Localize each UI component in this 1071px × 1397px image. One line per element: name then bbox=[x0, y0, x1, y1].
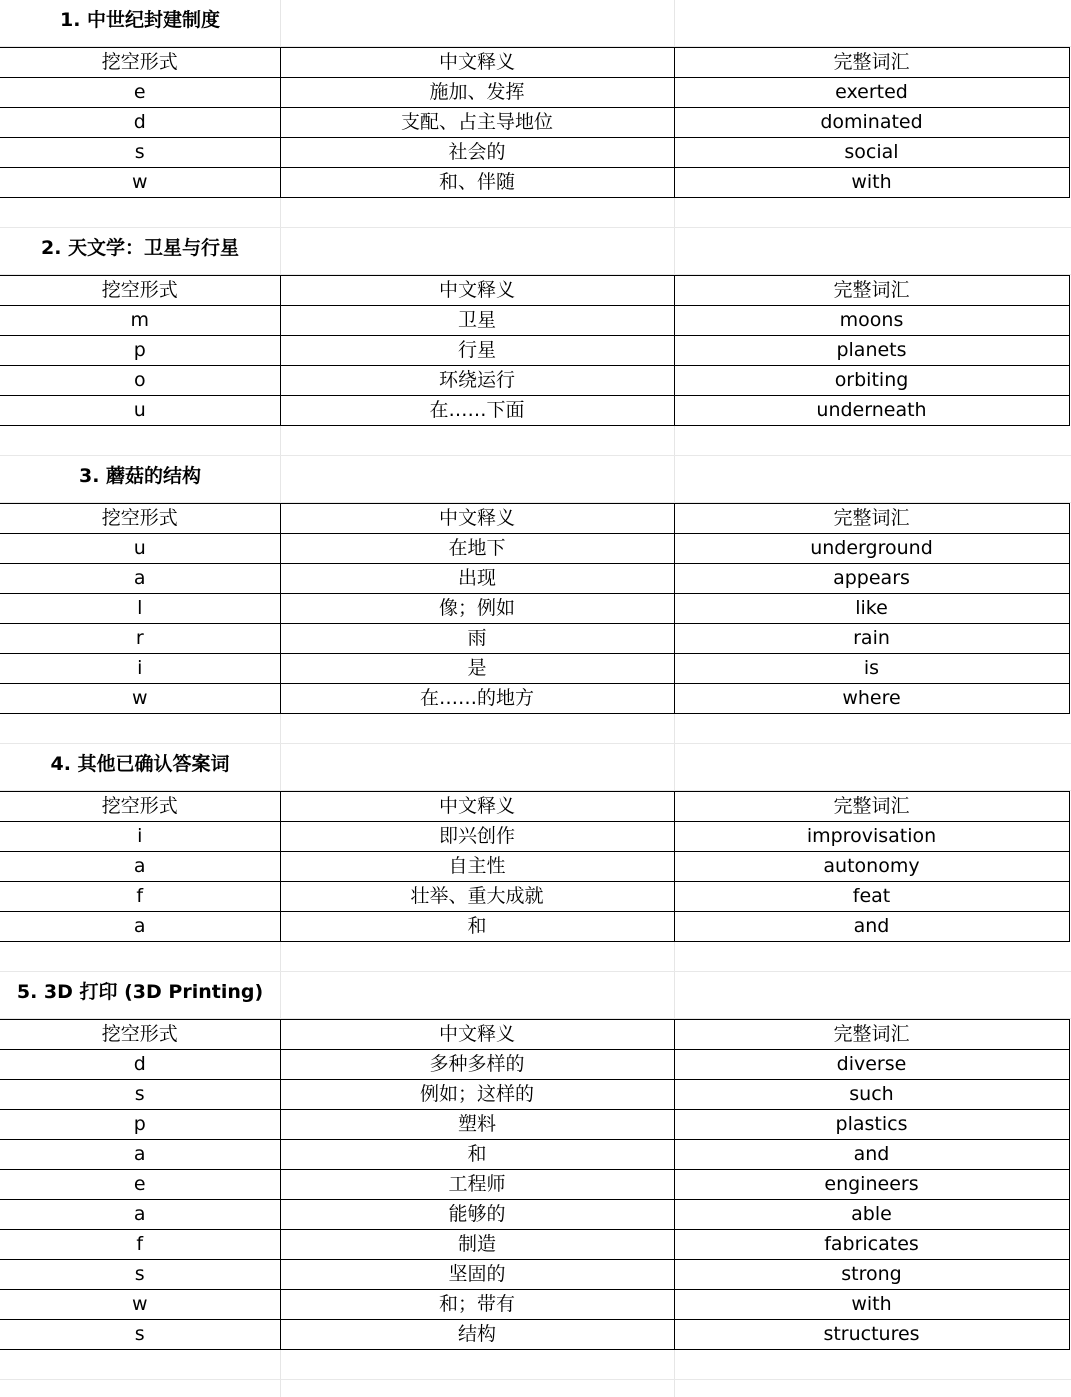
header-chinese-meaning[interactable]: 中文释义 bbox=[280, 792, 674, 822]
cell-chinese-meaning[interactable]: 和 bbox=[280, 912, 674, 942]
header-row bbox=[0, 792, 1069, 822]
cell-chinese-meaning[interactable]: 雨 bbox=[280, 624, 674, 654]
section-title-row bbox=[0, 228, 1071, 275]
cell-chinese-meaning[interactable]: 在……的地方 bbox=[280, 684, 674, 714]
table-row bbox=[0, 822, 1069, 852]
cell-chinese-meaning[interactable]: 多种多样的 bbox=[280, 1050, 674, 1080]
cell-full-word[interactable]: appears bbox=[674, 564, 1069, 594]
cell-chinese-meaning[interactable]: 在地下 bbox=[280, 534, 674, 564]
section-title-row bbox=[0, 744, 1071, 791]
table-row bbox=[0, 108, 1069, 138]
cell-blank-form[interactable]: a bbox=[0, 912, 280, 942]
table-row bbox=[0, 138, 1069, 168]
cell-chinese-meaning[interactable]: 出现 bbox=[280, 564, 674, 594]
blank-row bbox=[0, 1350, 1071, 1380]
cell-chinese-meaning[interactable]: 制造 bbox=[280, 1230, 674, 1260]
vocab-section bbox=[0, 744, 1071, 972]
blank-row bbox=[0, 714, 1071, 744]
cell-blank-form[interactable]: u bbox=[0, 396, 280, 426]
table-row bbox=[0, 1050, 1069, 1080]
vocab-section bbox=[0, 456, 1071, 744]
cell-blank-form[interactable]: r bbox=[0, 624, 280, 654]
cell-full-word[interactable]: and bbox=[674, 1140, 1069, 1170]
section-title: 1. 中世纪封建制度 bbox=[59, 9, 221, 31]
vocab-section bbox=[0, 228, 1071, 456]
cell-chinese-meaning[interactable]: 是 bbox=[280, 654, 674, 684]
section-title-row bbox=[0, 972, 1071, 1019]
vocab-table bbox=[0, 275, 1070, 426]
cell-chinese-meaning[interactable]: 能够的 bbox=[280, 1200, 674, 1230]
header-row bbox=[0, 276, 1069, 306]
cell-blank-form[interactable]: e bbox=[0, 78, 280, 108]
section-title: 2. 天文学：卫星与行星 bbox=[40, 237, 240, 259]
cell-blank-form[interactable]: w bbox=[0, 684, 280, 714]
cell-full-word[interactable]: engineers bbox=[674, 1170, 1069, 1200]
vocab-section bbox=[0, 0, 1071, 228]
table-row bbox=[0, 684, 1069, 714]
vocab-table bbox=[0, 791, 1070, 942]
table-row bbox=[0, 1200, 1069, 1230]
cell-full-word[interactable]: moons bbox=[674, 306, 1069, 336]
cell-chinese-meaning[interactable]: 坚固的 bbox=[280, 1260, 674, 1290]
section-title-row bbox=[0, 0, 1071, 47]
header-row bbox=[0, 48, 1069, 78]
cell-chinese-meaning[interactable]: 和、伴随 bbox=[280, 168, 674, 198]
blank-row bbox=[0, 942, 1071, 972]
cell-full-word[interactable]: where bbox=[674, 684, 1069, 714]
cell-blank-form[interactable]: d bbox=[0, 1050, 280, 1080]
cell-chinese-meaning[interactable]: 像；例如 bbox=[280, 594, 674, 624]
table-row bbox=[0, 1110, 1069, 1140]
header-chinese-meaning[interactable]: 中文释义 bbox=[280, 1020, 674, 1050]
header-chinese-meaning[interactable]: 中文释义 bbox=[280, 504, 674, 534]
table-row bbox=[0, 78, 1069, 108]
cell-blank-form[interactable]: s bbox=[0, 138, 280, 168]
cell-chinese-meaning[interactable]: 结构 bbox=[280, 1320, 674, 1350]
table-row bbox=[0, 1320, 1069, 1350]
cell-blank-form[interactable]: p bbox=[0, 1110, 280, 1140]
cell-blank-form[interactable]: s bbox=[0, 1260, 280, 1290]
table-row bbox=[0, 882, 1069, 912]
cell-full-word[interactable]: with bbox=[674, 1290, 1069, 1320]
cell-blank-form[interactable]: l bbox=[0, 594, 280, 624]
cell-chinese-meaning[interactable]: 即兴创作 bbox=[280, 822, 674, 852]
header-full-word[interactable]: 完整词汇 bbox=[674, 1020, 1069, 1050]
cell-blank-form[interactable]: s bbox=[0, 1320, 280, 1350]
vocab-table bbox=[0, 503, 1070, 714]
cell-full-word[interactable]: underneath bbox=[674, 396, 1069, 426]
cell-chinese-meaning[interactable]: 自主性 bbox=[280, 852, 674, 882]
cell-full-word[interactable]: able bbox=[674, 1200, 1069, 1230]
table-row bbox=[0, 396, 1069, 426]
cell-full-word[interactable]: such bbox=[674, 1080, 1069, 1110]
table-row bbox=[0, 1260, 1069, 1290]
cell-blank-form[interactable]: i bbox=[0, 822, 280, 852]
blank-row bbox=[0, 198, 1071, 228]
header-chinese-meaning[interactable]: 中文释义 bbox=[280, 48, 674, 78]
cell-full-word[interactable]: underground bbox=[674, 534, 1069, 564]
cell-full-word[interactable]: like bbox=[674, 594, 1069, 624]
cell-blank-form[interactable]: s bbox=[0, 1080, 280, 1110]
cell-chinese-meaning[interactable]: 环绕运行 bbox=[280, 366, 674, 396]
cell-chinese-meaning[interactable]: 卫星 bbox=[280, 306, 674, 336]
table-row bbox=[0, 1170, 1069, 1200]
cell-blank-form[interactable]: p bbox=[0, 336, 280, 366]
cell-full-word[interactable]: fabricates bbox=[674, 1230, 1069, 1260]
cell-blank-form[interactable]: a bbox=[0, 564, 280, 594]
cell-blank-form[interactable]: w bbox=[0, 1290, 280, 1320]
cell-chinese-meaning[interactable]: 行星 bbox=[280, 336, 674, 366]
cell-blank-form[interactable]: i bbox=[0, 654, 280, 684]
table-row bbox=[0, 1230, 1069, 1260]
cell-blank-form[interactable]: u bbox=[0, 534, 280, 564]
cell-chinese-meaning[interactable]: 和 bbox=[280, 1140, 674, 1170]
cell-chinese-meaning[interactable]: 工程师 bbox=[280, 1170, 674, 1200]
cell-full-word[interactable]: structures bbox=[674, 1320, 1069, 1350]
table-row bbox=[0, 366, 1069, 396]
table-row bbox=[0, 1080, 1069, 1110]
section-title: 4. 其他已确认答案词 bbox=[50, 753, 230, 775]
cell-chinese-meaning[interactable]: 在……下面 bbox=[280, 396, 674, 426]
cell-blank-form[interactable]: a bbox=[0, 852, 280, 882]
header-full-word[interactable]: 完整词汇 bbox=[674, 48, 1069, 78]
cell-blank-form[interactable]: m bbox=[0, 306, 280, 336]
cell-full-word[interactable]: rain bbox=[674, 624, 1069, 654]
cell-blank-form[interactable]: d bbox=[0, 108, 280, 138]
cell-blank-form[interactable]: o bbox=[0, 366, 280, 396]
header-row bbox=[0, 1020, 1069, 1050]
cell-blank-form[interactable]: a bbox=[0, 1140, 280, 1170]
cell-blank-form[interactable]: w bbox=[0, 168, 280, 198]
header-blank-form[interactable]: 挖空形式 bbox=[0, 1020, 280, 1050]
blank-row bbox=[0, 426, 1071, 456]
cell-full-word[interactable]: improvisation bbox=[674, 822, 1069, 852]
table-row bbox=[0, 912, 1069, 942]
cell-chinese-meaning[interactable]: 社会的 bbox=[280, 138, 674, 168]
table-row bbox=[0, 1290, 1069, 1320]
vocab-table bbox=[0, 47, 1070, 198]
cell-blank-form[interactable]: a bbox=[0, 1200, 280, 1230]
cell-blank-form[interactable]: f bbox=[0, 882, 280, 912]
cell-chinese-meaning[interactable]: 塑料 bbox=[280, 1110, 674, 1140]
table-row bbox=[0, 654, 1069, 684]
section-title: 3. 蘑菇的结构 bbox=[78, 465, 202, 487]
cell-full-word[interactable]: orbiting bbox=[674, 366, 1069, 396]
table-row bbox=[0, 1140, 1069, 1170]
cell-chinese-meaning[interactable]: 例如；这样的 bbox=[280, 1080, 674, 1110]
cell-full-word[interactable]: social bbox=[674, 138, 1069, 168]
header-blank-form[interactable]: 挖空形式 bbox=[0, 276, 280, 306]
cell-blank-form[interactable]: f bbox=[0, 1230, 280, 1260]
table-row bbox=[0, 306, 1069, 336]
table-row bbox=[0, 336, 1069, 366]
cell-full-word[interactable]: autonomy bbox=[674, 852, 1069, 882]
vocab-table bbox=[0, 1019, 1070, 1350]
table-row bbox=[0, 168, 1069, 198]
section-title: 5. 3D 打印 (3D Printing) bbox=[16, 981, 264, 1003]
cell-full-word[interactable]: planets bbox=[674, 336, 1069, 366]
cell-chinese-meaning[interactable]: 施加、发挥 bbox=[280, 78, 674, 108]
header-full-word[interactable]: 完整词汇 bbox=[674, 276, 1069, 306]
header-blank-form[interactable]: 挖空形式 bbox=[0, 792, 280, 822]
header-blank-form[interactable]: 挖空形式 bbox=[0, 48, 280, 78]
header-chinese-meaning[interactable]: 中文释义 bbox=[280, 276, 674, 306]
cell-full-word[interactable]: dominated bbox=[674, 108, 1069, 138]
cell-chinese-meaning[interactable]: 和；带有 bbox=[280, 1290, 674, 1320]
header-blank-form[interactable]: 挖空形式 bbox=[0, 504, 280, 534]
cell-full-word[interactable]: exerted bbox=[674, 78, 1069, 108]
cell-full-word[interactable]: with bbox=[674, 168, 1069, 198]
cell-full-word[interactable]: and bbox=[674, 912, 1069, 942]
table-row bbox=[0, 594, 1069, 624]
cell-full-word[interactable]: diverse bbox=[674, 1050, 1069, 1080]
header-full-word[interactable]: 完整词汇 bbox=[674, 792, 1069, 822]
table-row bbox=[0, 852, 1069, 882]
cell-blank-form[interactable]: e bbox=[0, 1170, 280, 1200]
cell-chinese-meaning[interactable]: 支配、占主导地位 bbox=[280, 108, 674, 138]
table-row bbox=[0, 564, 1069, 594]
cell-chinese-meaning[interactable]: 壮举、重大成就 bbox=[280, 882, 674, 912]
header-row bbox=[0, 504, 1069, 534]
cell-full-word[interactable]: feat bbox=[674, 882, 1069, 912]
table-row bbox=[0, 624, 1069, 654]
cell-full-word[interactable]: strong bbox=[674, 1260, 1069, 1290]
table-row bbox=[0, 534, 1069, 564]
cell-full-word[interactable]: is bbox=[674, 654, 1069, 684]
vocab-section bbox=[0, 972, 1071, 1380]
cell-full-word[interactable]: plastics bbox=[674, 1110, 1069, 1140]
section-title-row bbox=[0, 456, 1071, 503]
header-full-word[interactable]: 完整词汇 bbox=[674, 504, 1069, 534]
